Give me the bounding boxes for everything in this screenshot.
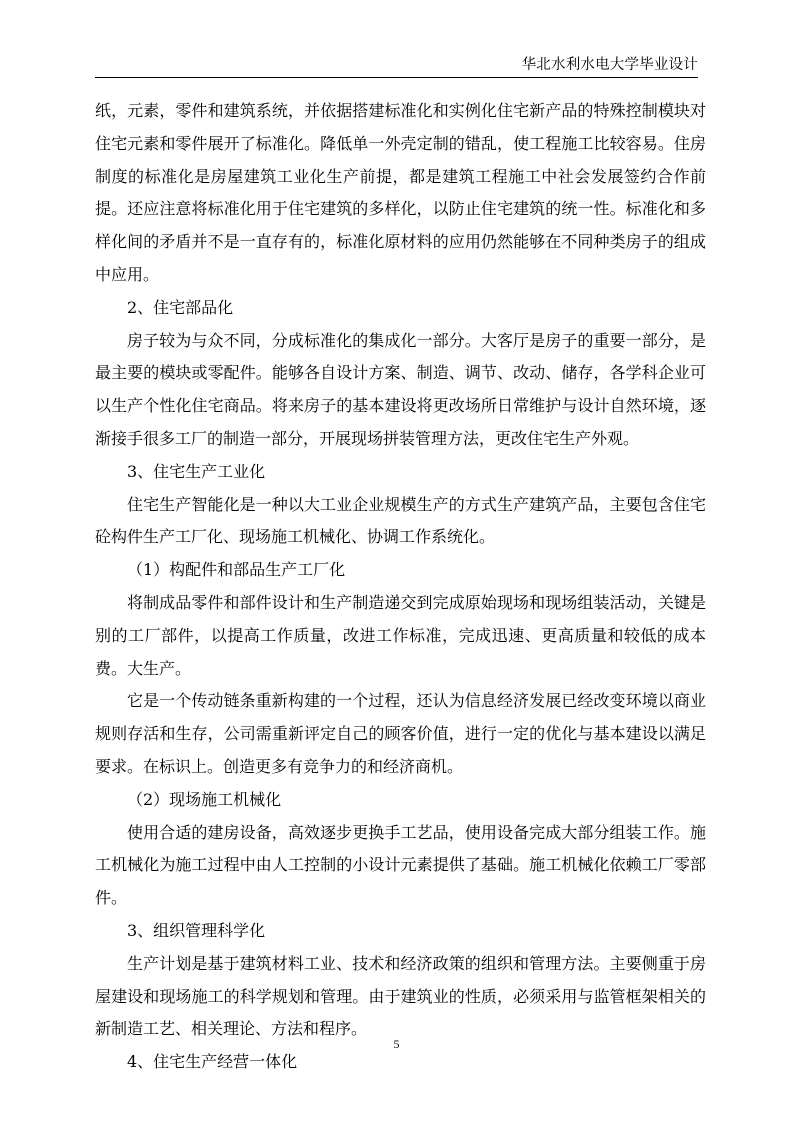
paragraph: 房子较为与众不同，分成标准化的集成化一部分。大客厅是房子的重要一部分，是最主要的模块或零配件。能够各自设计方案、制造、调节、改动、储存，各学科企业可以生产个性化住宅商品。将来房子的基本建设将更改场所日常维护与设计自然环境，逐渐接手很多工厂的制造一部分，开展现场拼装管理方法，更改住宅生产外观。: [95, 330, 706, 448]
paragraph: 它是一个传动链条重新构建的一个过程，还认为信息经济发展已经改变环境以商业规则存活和生存，公司需重新评定自己的顾客价值，进行一定的优化与基本建设以满足要求。在标识上。创造更多有竞争力的和经济商机。: [95, 691, 706, 776]
page-number: 5: [393, 1037, 400, 1051]
document-body: [95, 95, 706, 1079]
section-heading-2: 2、住宅部品化: [127, 297, 234, 317]
paragraph: 将制成品零件和部件设计和生产制造递交到完成原始现场和现场组装活动，关键是别的工厂部件，以提高工作质量，改进工作标准，完成迅速、更高质量和较低的成本费。大生产。: [95, 592, 706, 678]
section-heading-4: 4、住宅生产经营一体化: [127, 1052, 298, 1072]
paragraph-continuation: 纸，元素，零件和建筑系统，并依据搭建标准化和实例化住宅新产品的特殊控制模块对住宅元素和零件展开了标准化。降低单一外壳定制的错乱，使工程施工比较容易。住房制度的标准化是房屋建筑工业化生产前提，都是建筑工程施工中社会发展签约合作前提。还应注意将标准化用于住宅建筑的多样化，以防止住宅建筑的统一性。标准化和多样化间的矛盾并不是一直存有的，标准化原材料的应用仍然能够在不同种类房子的组成中应用。: [95, 101, 706, 284]
paragraph: 使用合适的建房设备，高效逐步更换手工艺品，使用设备完成大部分组装工作。施工机械化为施工过程中由人工控制的小设计元素提供了基础。施工机械化依赖工厂零部件。: [95, 822, 706, 908]
header-title: 华北水利水电大学毕业设计: [521, 57, 698, 73]
section-heading-3b: 3、组织管理科学化: [127, 920, 266, 940]
paragraph: 住宅生产智能化是一种以大工业企业规模生产的方式生产建筑产品，主要包含住宅砼构件生产工厂化、现场施工机械化、协调工作系统化。: [95, 494, 706, 547]
section-heading-3: 3、住宅生产工业化: [127, 461, 266, 481]
subsection-heading-1: （1）构配件和部品生产工厂化: [127, 560, 346, 580]
paragraph: 生产计划是基于建筑材料工业、技术和经济政策的组织和管理方法。主要侧重于房屋建设和现场施工的科学规划和管理。由于建筑业的性质，必须采用与监管框架相关的新制造工艺、相关理论、方法和程序。: [95, 953, 706, 1039]
subsection-heading-2: （2）现场施工机械化: [127, 789, 282, 809]
header-divider: [95, 77, 698, 78]
